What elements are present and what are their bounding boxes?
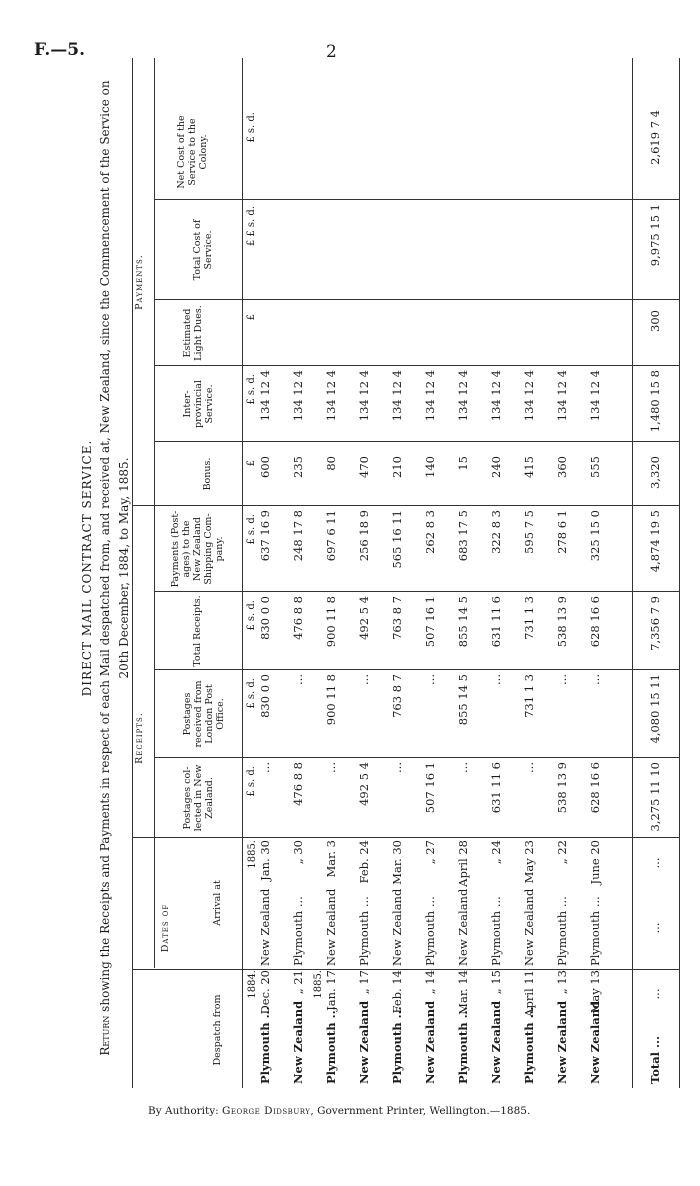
cell-bonus: 555	[588, 456, 602, 478]
cell-london: ...	[555, 674, 569, 685]
cell-total: 492 5 4	[357, 596, 371, 640]
cell-arr: Mar. 30	[390, 840, 404, 885]
total-bonus: 3,320	[648, 456, 662, 489]
rule-total-top	[632, 58, 633, 1088]
cell-dep: „ 15	[489, 970, 503, 995]
cell-from: Plymouth ...	[456, 1006, 470, 1084]
header-total-receipts: Total Receipts.	[192, 595, 203, 667]
footer-printer: George Didsbury	[222, 1105, 311, 1117]
cell-payments: 683 17 5	[456, 510, 470, 562]
cell-payments: 595 7 5	[522, 510, 536, 554]
returns-table	[132, 58, 680, 1088]
cell-dep: „ 21	[291, 970, 305, 995]
cell-interprov: 134 12 4	[423, 370, 437, 422]
cell-collected: ...	[390, 762, 404, 773]
cell-from: New Zealand	[291, 1000, 305, 1084]
cell-collected: 628 16 6	[588, 762, 602, 814]
cell-london: ...	[489, 674, 503, 685]
document-heading: DIRECT MAIL CONTRACT SERVICE.	[80, 439, 94, 697]
header-light-dues: Estimated Light Dues.	[182, 305, 204, 361]
footer-prefix: By Authority:	[148, 1105, 219, 1117]
cell-total: 830 0 0	[258, 596, 272, 640]
cell-london: ...	[423, 674, 437, 685]
cell-total: 731 1 3	[522, 596, 536, 640]
col-rule-9	[154, 299, 680, 300]
rule-group	[154, 58, 155, 968]
cell-bonus: 470	[357, 456, 371, 478]
cell-from: Plymouth ...	[324, 1006, 338, 1084]
cell-collected: 631 11 6	[489, 762, 503, 814]
header-bonus: Bonus.	[202, 457, 213, 491]
rule-header-bottom	[242, 58, 243, 1088]
cell-london: ...	[357, 674, 371, 685]
cell-bonus: 210	[390, 456, 404, 478]
cell-to: New Zealand	[258, 888, 272, 966]
cell-dep: „ 17	[357, 970, 371, 995]
cell-interprov: 134 12 4	[456, 370, 470, 422]
cell-bonus: 415	[522, 456, 536, 478]
total-arr: ...	[648, 857, 662, 869]
cell-london: 855 14 5	[456, 674, 470, 726]
cell-interprov: 134 12 4	[555, 370, 569, 422]
cell-payments: 697 6 11	[324, 510, 338, 562]
cell-total: 631 11 6	[489, 596, 503, 648]
cell-dep: „ 13	[555, 970, 569, 995]
col-rule-5	[154, 591, 680, 592]
cell-arr: June 20	[588, 840, 602, 885]
cell-to: Plymouth ...	[423, 896, 437, 966]
cell-arr: „ 24	[489, 840, 503, 865]
cell-to: Plymouth ...	[555, 896, 569, 966]
cell-interprov: 134 12 4	[357, 370, 371, 422]
cell-london: ...	[588, 674, 602, 685]
cell-dep-year: 1884.	[247, 970, 258, 999]
total-light-dues: 300	[648, 310, 662, 332]
cell-collected: ...	[258, 762, 272, 773]
total-receipts: 7,356 7 9	[648, 596, 662, 651]
cell-interprov: 134 12 4	[390, 370, 404, 422]
cell-dep: April 11	[522, 970, 536, 1017]
total-to: ...	[648, 922, 662, 934]
rule-top	[132, 58, 133, 1088]
cell-interprov: 134 12 4	[258, 370, 272, 422]
unit-interprovincial: £ s. d.	[246, 374, 257, 405]
cell-total: 855 14 5	[456, 596, 470, 648]
footer-rest: , Government Printer, Wellington.—1885.	[310, 1105, 531, 1117]
cell-arr: May 23	[522, 840, 536, 884]
cell-to: Plymouth ...	[588, 896, 602, 966]
cell-bonus: 15	[456, 456, 470, 471]
cell-to: New Zealand	[390, 888, 404, 966]
subtitle-line-2: 20th December, 1884, to May, 1885.	[117, 457, 131, 679]
cell-collected: 507 16 1	[423, 762, 437, 814]
subtitle-line-1: showing the Receipts and Payments in respect of each Mail despatched from, and received at, New Zealand, since the Commencement of the Service on	[98, 80, 112, 1012]
cell-from: Plymouth ...	[258, 1006, 272, 1084]
cell-london: 900 11 8	[324, 674, 338, 726]
cell-london: ...	[291, 674, 305, 685]
header-arrival-at: Arrival at	[212, 880, 223, 926]
cell-to: Plymouth ...	[489, 896, 503, 966]
cell-dep-year: 1885.	[313, 970, 324, 999]
cell-bonus: 235	[291, 456, 305, 478]
cell-dep: Feb. 14	[390, 970, 404, 1014]
page-number: 2	[326, 42, 337, 62]
header-net-cost: Net Cost of the Service to the Colony.	[176, 115, 209, 189]
cell-collected: 538 13 9	[555, 762, 569, 814]
cell-payments: 278 6 1	[555, 510, 569, 554]
cell-from: New Zealand	[555, 1000, 569, 1084]
total-cost: 9,975 15 1	[648, 204, 662, 267]
cell-to: New Zealand	[456, 888, 470, 966]
cell-interprov: 134 12 4	[324, 370, 338, 422]
cell-collected: 476 8 8	[291, 762, 305, 806]
header-postages-collected: Postages col-lected in New Zealand.	[182, 764, 215, 832]
cell-from: New Zealand	[588, 1000, 602, 1084]
cell-arr: Jan. 30	[258, 840, 272, 881]
cell-arr: „ 27	[423, 840, 437, 865]
cell-total: 763 8 7	[390, 596, 404, 640]
cell-collected: ...	[522, 762, 536, 773]
cell-dep: „ 14	[423, 970, 437, 995]
printer-credit	[148, 1105, 530, 1117]
cell-total: 628 16 6	[588, 596, 602, 648]
total-interprovincial: 1,480 15 8	[648, 370, 662, 433]
receipts-group-header: Receipts.	[134, 712, 145, 764]
cell-from: Plymouth ...	[522, 1006, 536, 1084]
cell-payments: 262 8 3	[423, 510, 437, 554]
cell-total: 900 11 8	[324, 596, 338, 648]
total-collected: 3,275 11 10	[648, 762, 662, 832]
col-rule-4	[154, 669, 680, 670]
unit-london: £ s. d.	[246, 678, 257, 709]
cell-arr-year: 1885.	[247, 840, 258, 869]
cell-london: 763 8 7	[390, 674, 404, 718]
col-rule-6	[132, 505, 680, 506]
total-payments: 4,874 19 5	[648, 510, 662, 573]
cell-london: 830 0 0	[258, 674, 272, 718]
cell-to: Plymouth ...	[357, 896, 371, 966]
return-word: Return	[98, 1015, 112, 1056]
cell-total: 538 13 9	[555, 596, 569, 648]
page-id: F.—5.	[34, 40, 86, 60]
col-rule-10	[154, 199, 680, 200]
cell-bonus: 240	[489, 456, 503, 478]
total-net-cost: 2,619 7 4	[648, 110, 662, 165]
cell-bonus: 600	[258, 456, 272, 478]
cell-collected: 492 5 4	[357, 762, 371, 806]
col-rule-2	[132, 837, 680, 838]
total-london: 4,080 15 11	[648, 674, 662, 744]
cell-arr: Feb. 24	[357, 840, 371, 884]
cell-payments: 565 16 11	[390, 510, 404, 569]
unit-light-dues: £	[246, 314, 257, 321]
cell-interprov: 134 12 4	[522, 370, 536, 422]
cell-from: Plymouth ...	[390, 1006, 404, 1084]
cell-interprov: 134 12 4	[291, 370, 305, 422]
cell-to: New Zealand	[522, 888, 536, 966]
cell-bonus: 80	[324, 456, 338, 471]
cell-london: 731 1 3	[522, 674, 536, 718]
dates-of-group-header: Dates of	[160, 903, 171, 953]
cell-from: New Zealand	[489, 1000, 503, 1084]
cell-interprov: 134 12 4	[489, 370, 503, 422]
cell-payments: 637 16 9	[258, 510, 272, 562]
cell-to: Plymouth ...	[291, 896, 305, 966]
header-postages-london: Postages received from London Post Office.	[182, 680, 226, 748]
cell-interprov: 134 12 4	[588, 370, 602, 422]
cell-arr: „ 22	[555, 840, 569, 865]
unit-bonus: £	[246, 460, 257, 467]
cell-dep: Mar. 14	[456, 970, 470, 1015]
col-rule-7	[154, 441, 680, 442]
unit-collected: £ s. d.	[246, 766, 257, 797]
rotated-table-block	[80, 48, 690, 1088]
cell-payments: 256 18 9	[357, 510, 371, 562]
cell-dep: May 13	[588, 970, 602, 1014]
rule-bottom	[679, 58, 680, 1088]
header-total-cost: Total Cost of Service.	[192, 219, 214, 281]
document-subtitle	[96, 48, 134, 1088]
cell-from: New Zealand	[357, 1000, 371, 1084]
total-label: Total ...	[648, 1035, 662, 1084]
unit-total-cost: £ £ s. d.	[246, 206, 257, 247]
cell-dep: Dec. 20	[258, 970, 272, 1015]
unit-payments: £ s. d.	[246, 514, 257, 545]
cell-total: 507 16 1	[423, 596, 437, 648]
cell-collected: ...	[324, 762, 338, 773]
payments-group-header: Payments.	[134, 254, 145, 310]
cell-collected: ...	[456, 762, 470, 773]
unit-net-cost: £ s. d.	[246, 112, 257, 143]
cell-dep: Jan. 17	[324, 970, 338, 1011]
header-interprovincial: Inter-provincial Service.	[182, 380, 215, 428]
unit-total-receipts: £ s. d.	[246, 600, 257, 631]
header-payments-shipping: Payments (Post-ages) to the New Zealand Shipping Com-pany.	[170, 510, 225, 588]
cell-payments: 248 17 8	[291, 510, 305, 562]
cell-arr: Mar. 3	[324, 840, 338, 878]
col-rule-8	[154, 365, 680, 366]
cell-total: 476 8 8	[291, 596, 305, 640]
cell-payments: 325 15 0	[588, 510, 602, 562]
cell-from: New Zealand	[423, 1000, 437, 1084]
cell-payments: 322 8 3	[489, 510, 503, 554]
cell-bonus: 140	[423, 456, 437, 478]
col-rule-3	[154, 757, 680, 758]
cell-arr: „ 30	[291, 840, 305, 865]
cell-to: New Zealand	[324, 888, 338, 966]
cell-bonus: 360	[555, 456, 569, 478]
cell-arr: April 28	[456, 840, 470, 887]
total-dep: ...	[648, 988, 662, 1000]
header-despatch-from: Despatch from	[212, 994, 223, 1066]
